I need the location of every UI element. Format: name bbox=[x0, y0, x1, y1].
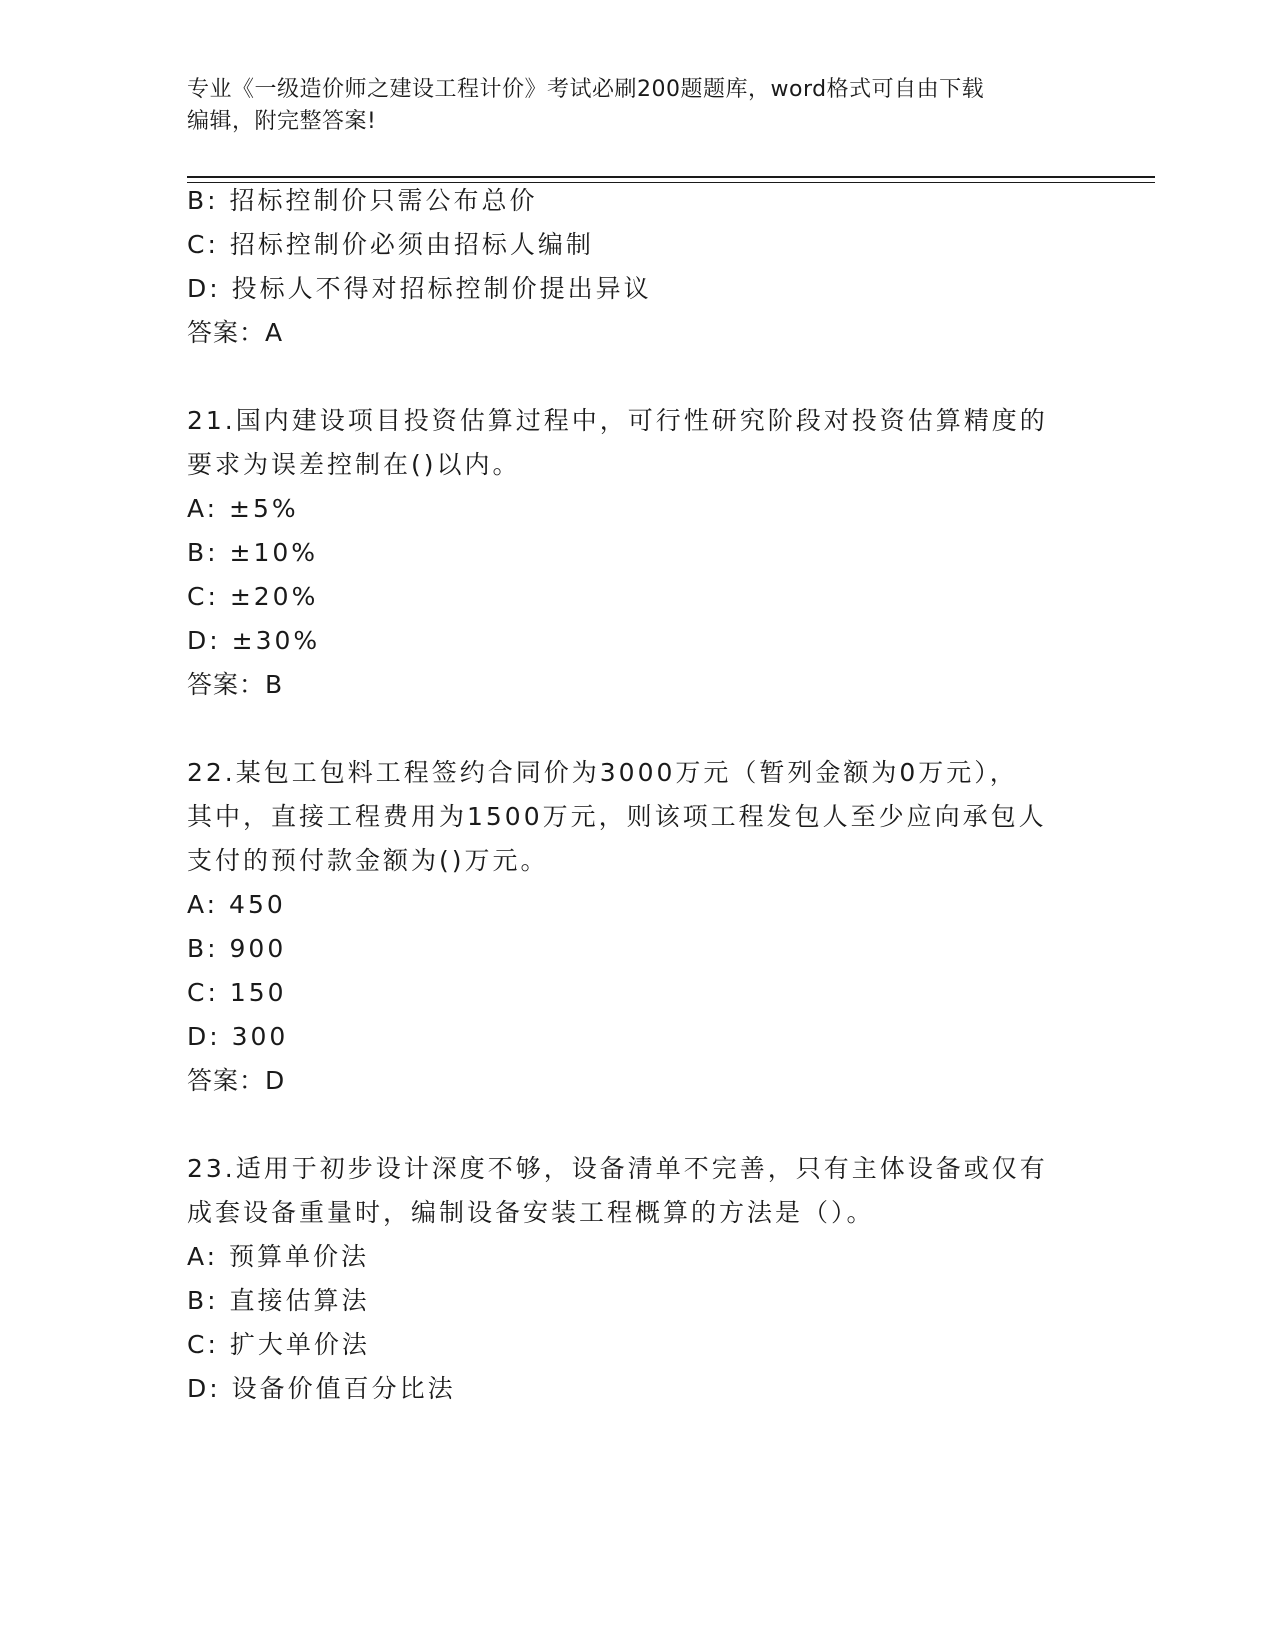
option-c: C: 招标控制价必须由招标人编制 bbox=[187, 230, 594, 259]
question-22-stem-2: 其中，直接工程费用为1500万元，则该项工程发包人至少应向承包人 bbox=[187, 802, 1047, 831]
answer-line: 答案：A bbox=[187, 318, 284, 347]
q21-option-c: C: ±20% bbox=[187, 582, 319, 611]
q22-option-b: B: 900 bbox=[187, 934, 287, 963]
q22-option-d: D: 300 bbox=[187, 1022, 289, 1051]
question-22-stem-1: 22.某包工包料工程签约合同价为3000万元（暂列金额为0万元）， bbox=[187, 758, 1018, 787]
q23-option-b: B: 直接估算法 bbox=[187, 1286, 370, 1315]
q21-option-d: D: ±30% bbox=[187, 626, 321, 655]
header-divider-thick bbox=[187, 176, 1155, 178]
q22-option-c: C: 150 bbox=[187, 978, 287, 1007]
question-23-stem-2: 成套设备重量时，编制设备安装工程概算的方法是（）。 bbox=[187, 1198, 875, 1227]
header-line-2: 编辑，附完整答案! bbox=[187, 109, 377, 134]
q22-option-a: A: 450 bbox=[187, 890, 286, 919]
question-21-stem-2: 要求为误差控制在()以内。 bbox=[187, 450, 521, 479]
question-21-stem-1: 21.国内建设项目投资估算过程中，可行性研究阶段对投资估算精度的 bbox=[187, 406, 1048, 435]
option-d: D: 投标人不得对招标控制价提出异议 bbox=[187, 274, 652, 303]
document-header bbox=[187, 74, 1087, 138]
header-line-1: 专业《一级造价师之建设工程计价》考试必刷200题题库，word格式可自由下载 bbox=[187, 77, 985, 102]
q23-option-a: A: 预算单价法 bbox=[187, 1242, 370, 1271]
q22-answer: 答案：D bbox=[187, 1066, 286, 1095]
header-divider-thin bbox=[187, 182, 1155, 183]
option-b: B: 招标控制价只需公布总价 bbox=[187, 186, 538, 215]
q23-option-d: D: 设备价值百分比法 bbox=[187, 1374, 456, 1403]
q21-answer: 答案：B bbox=[187, 670, 284, 699]
q23-option-c: C: 扩大单价法 bbox=[187, 1330, 370, 1359]
question-22-stem-3: 支付的预付款金额为()万元。 bbox=[187, 846, 549, 875]
question-23-stem-1: 23.适用于初步设计深度不够，设备清单不完善，只有主体设备或仅有 bbox=[187, 1154, 1048, 1183]
q21-option-a: A: ±5% bbox=[187, 494, 299, 523]
q21-option-b: B: ±10% bbox=[187, 538, 319, 567]
